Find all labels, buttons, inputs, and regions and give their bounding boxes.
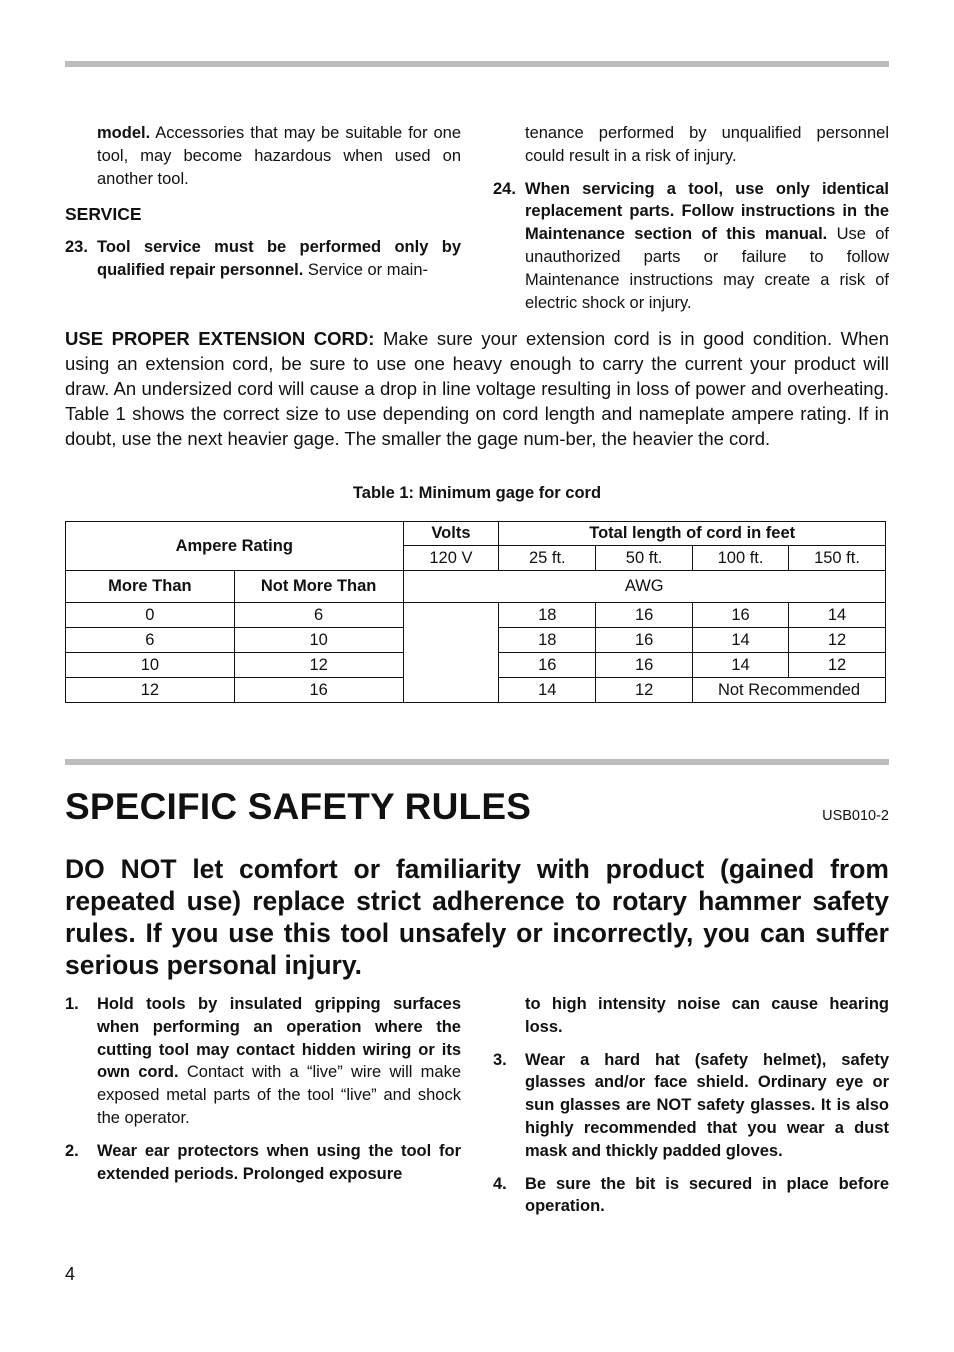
cell-gage-150: 12: [789, 653, 886, 678]
page-number: 4: [65, 1264, 76, 1284]
rule-4: [493, 1173, 889, 1219]
header-ampere-rating: Ampere Rating: [66, 522, 404, 571]
cell-not-more-than: 6: [234, 603, 403, 628]
extension-cord-bold: USE PROPER EXTENSION CORD:: [65, 328, 375, 349]
cell-gage-100: 16: [693, 603, 789, 628]
header-not-more-than: Not More Than: [234, 571, 403, 603]
top-rule: [65, 61, 889, 67]
rule-2-continuation: to high intensity noise can cause hearing loss.: [525, 995, 889, 1036]
rule-2: [65, 1140, 461, 1186]
rule-3: [493, 1049, 889, 1163]
rule-24-number: 24.: [493, 179, 516, 198]
cell-gage-25: 18: [499, 628, 596, 653]
cell-gage-50: 16: [596, 628, 693, 653]
rule-22-text: Accessories that may be suitable for one tool, may become hazardous when used on another tool.: [97, 124, 461, 188]
rule-23-number: 23.: [65, 238, 88, 257]
bottom-left-column: [65, 993, 461, 1185]
section-code: USB010-2: [822, 808, 889, 824]
cell-gage-100: 14: [693, 653, 789, 678]
cell-gage-25: 14: [499, 678, 596, 703]
header-awg: AWG: [403, 571, 886, 603]
rule-22-bold: model.: [97, 124, 151, 142]
service-heading: SERVICE: [65, 204, 142, 225]
extension-cord-text: Make sure your extension cord is in good condition. When using an extension cord, be sure to use one heavy enough to carry the current your product will draw. An undersized cord will cause a drop in line voltage resulting in loss of power and overheating. Table 1 shows the correct size to use depending on cord length and nameplate ampere rating. If in doubt, use the next heavier gage. The smaller the gage num-ber, the heavier the cord.: [65, 328, 889, 449]
header-more-than: More Than: [66, 571, 235, 603]
rule-4-bold: Be sure the bit is secured in place before operation.: [525, 1174, 889, 1216]
cell-more-than: 0: [66, 603, 235, 628]
rule-23-continuation: tenance performed by unqualified personnel could result in a risk of injury.: [525, 124, 889, 165]
cell-gage-50: 16: [596, 653, 693, 678]
cell-not-recommended: Not Recommended: [693, 678, 886, 703]
cell-gage-50: 16: [596, 603, 693, 628]
cell-not-more-than: 16: [234, 678, 403, 703]
rule-24-bold: When servicing a tool, use only identical replacement parts. Follow instructions in the Maintenance section of this manual.: [525, 179, 889, 244]
rule-1-bold: Hold tools by insulated gripping surfaces when performing an operation where the cutting tool may contact hidden wiring or its own cord.: [97, 995, 461, 1082]
extension-cord-paragraph: [65, 326, 889, 451]
rule-24: [493, 178, 889, 315]
header-length-25: 25 ft.: [499, 546, 596, 571]
table-label-row: [66, 571, 886, 603]
table-caption: Table 1: Minimum gage for cord: [352, 484, 602, 502]
header-length-150: 150 ft.: [789, 546, 886, 571]
rule-4-number: 4.: [493, 1174, 507, 1193]
header-length-100: 100 ft.: [693, 546, 789, 571]
cell-gage-150: 12: [789, 628, 886, 653]
rule-2-bold: Wear ear protectors when using the tool for extended periods. Prolonged exposure: [97, 1141, 461, 1183]
header-total-length: Total length of cord in feet: [499, 522, 886, 546]
rule-23-bold: Tool service must be performed only by qualified repair personnel.: [97, 238, 461, 279]
rule-1-text: Contact with a “live” wire will make exposed metal parts of the tool “live” and shock the operator.: [97, 1063, 462, 1127]
section-rule: [65, 759, 889, 765]
rule-22-continuation: [65, 122, 461, 190]
rule-3-number: 3.: [493, 1050, 507, 1069]
cell-more-than: 6: [66, 628, 235, 653]
header-voltage: 120 V: [403, 546, 499, 571]
table-header-row: [66, 522, 886, 546]
rule-1-number: 1.: [65, 995, 79, 1013]
rule-2-number: 2.: [65, 1141, 79, 1160]
cell-not-more-than: 10: [234, 628, 403, 653]
cell-not-more-than: 12: [234, 653, 403, 678]
rule-3-bold: Wear a hard hat (safety helmet), safety glasses and/or face shield. Ordinary eye or sun glasses are NOT safety glasses. It is also highly recommended that you wear a dust mask and thickly padded gloves.: [525, 1050, 889, 1160]
header-volts: Volts: [403, 522, 499, 546]
section-title: SPECIFIC SAFETY RULES: [65, 786, 532, 827]
gage-table: [65, 521, 886, 703]
rule-24-text: Use of unauthorized parts or failure to follow Maintenance instructions may create a risk of electric shock or injury.: [525, 225, 889, 312]
cell-gage-25: 16: [499, 653, 596, 678]
cell-gage-25: 18: [499, 603, 596, 628]
header-length-50: 50 ft.: [596, 546, 693, 571]
cell-volts-blank: [403, 603, 499, 703]
top-left-column: [65, 122, 461, 282]
cell-gage-100: 14: [693, 628, 789, 653]
cell-more-than: 12: [66, 678, 235, 703]
rule-1: [65, 993, 461, 1130]
bottom-right-column: [493, 993, 889, 1218]
top-right-column: [493, 122, 889, 314]
warning-paragraph: DO NOT let comfort or familiarity with product (gained from repeated use) replace strict adherence to rotary hammer safety rules. If you use this tool unsafely or incorrectly, you can suffer serious personal injury.: [65, 854, 889, 980]
table-row: [66, 603, 886, 628]
cell-gage-50: 12: [596, 678, 693, 703]
cell-gage-150: 14: [789, 603, 886, 628]
rule-23: [65, 236, 461, 282]
cell-more-than: 10: [66, 653, 235, 678]
rule-23-text: Service or main-: [303, 260, 429, 279]
